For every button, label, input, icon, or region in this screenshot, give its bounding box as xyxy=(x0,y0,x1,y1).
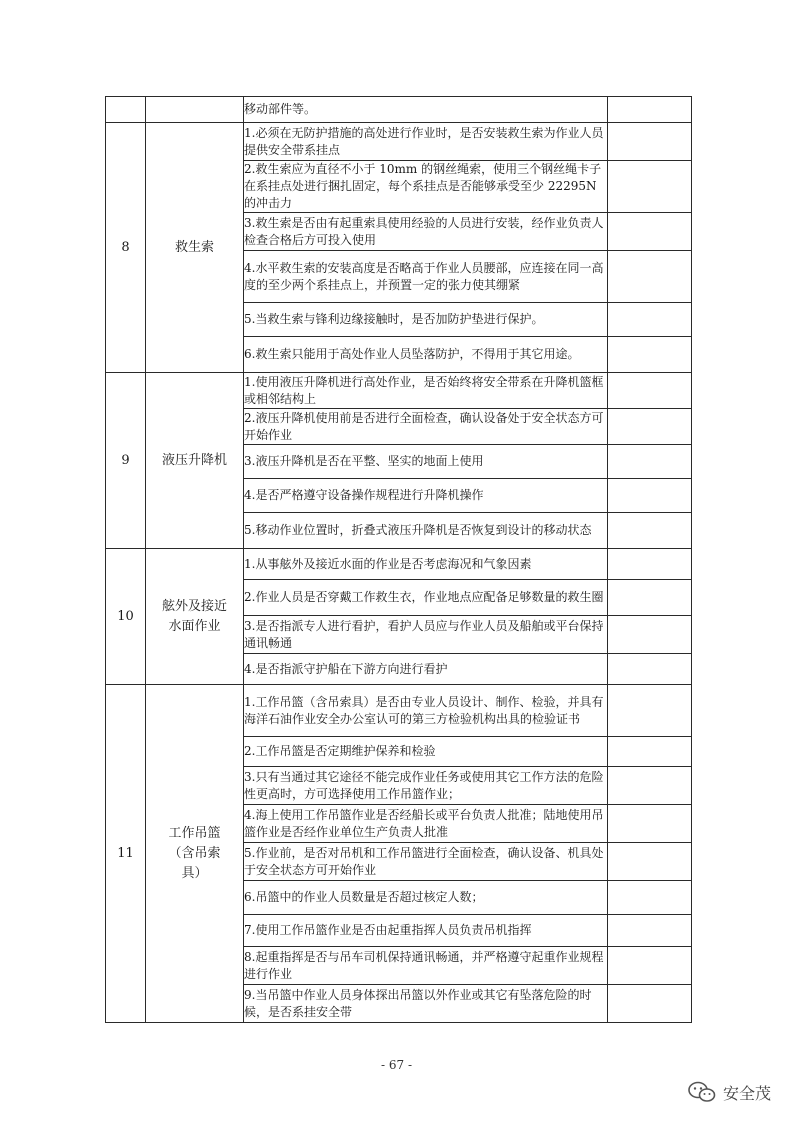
result-cell[interactable] xyxy=(608,409,692,445)
result-cell[interactable] xyxy=(608,767,692,805)
check-item: 4.海上使用工作吊篮作业是否经船长或平台负责人批准；陆地使用吊篮作业是否经作业单位生产负责人批准 xyxy=(244,805,608,843)
row-category-label: 救生索 xyxy=(174,239,214,255)
result-cell[interactable] xyxy=(608,685,692,737)
table-row xyxy=(106,97,692,123)
check-item: 5.当救生索与锋利边缘接触时，是否加防护垫进行保护。 xyxy=(244,303,608,337)
wechat-logo-icon xyxy=(687,1080,717,1104)
check-item: 9.当吊篮中作业人员身体探出吊篮以外作业或其它有坠落危险的时候，是否系挂安全带 xyxy=(244,985,608,1023)
result-cell[interactable] xyxy=(608,549,692,580)
inspection-table-body xyxy=(106,97,692,1023)
inspection-table xyxy=(105,96,692,1023)
row-number xyxy=(106,97,146,123)
row-category xyxy=(146,123,244,373)
row-category-label: 工作吊篮（含吊索具） xyxy=(168,825,221,881)
row-category xyxy=(146,373,244,549)
check-item: 1.必须在无防护措施的高处进行作业时，是否安装救生索为作业人员提供安全带系挂点 xyxy=(244,123,608,161)
result-cell[interactable] xyxy=(608,616,692,654)
watermark xyxy=(687,1080,771,1104)
row-number: 11 xyxy=(106,685,146,1023)
row-category-label: 舷外及接近水面作业 xyxy=(161,598,227,634)
result-cell[interactable] xyxy=(608,337,692,373)
check-item: 2.工作吊篮是否定期维护保养和检验 xyxy=(244,737,608,767)
result-cell[interactable] xyxy=(608,251,692,303)
check-item: 6.救生索只能用于高处作业人员坠落防护，不得用于其它用途。 xyxy=(244,337,608,373)
page-number: - 67 - xyxy=(380,1058,412,1072)
result-cell[interactable] xyxy=(608,947,692,985)
check-item: 移动部件等。 xyxy=(244,97,608,123)
result-cell[interactable] xyxy=(608,580,692,616)
table-row xyxy=(106,549,692,580)
result-cell[interactable] xyxy=(608,479,692,513)
check-item: 1.使用液压升降机进行高处作业，是否始终将安全带系在升降机篮框或相邻结构上 xyxy=(244,373,608,409)
result-cell[interactable] xyxy=(608,737,692,767)
result-cell[interactable] xyxy=(608,373,692,409)
result-cell[interactable] xyxy=(608,513,692,549)
result-cell[interactable] xyxy=(608,985,692,1023)
check-item: 1.工作吊篮（含吊索具）是否由专业人员设计、制作、检验，并具有海洋石油作业安全办公室认可的第三方检验机构出具的检验证书 xyxy=(244,685,608,737)
check-item: 7.使用工作吊篮作业是否由起重指挥人员负责吊机指挥 xyxy=(244,915,608,947)
result-cell[interactable] xyxy=(608,445,692,479)
row-category xyxy=(146,97,244,123)
result-cell[interactable] xyxy=(608,654,692,685)
row-number: 10 xyxy=(106,549,146,685)
row-category xyxy=(146,549,244,685)
result-cell[interactable] xyxy=(608,213,692,251)
check-item: 8.起重指挥是否与吊车司机保持通讯畅通，并严格遵守起重作业规程进行作业 xyxy=(244,947,608,985)
check-item: 3.只有当通过其它途径不能完成作业任务或使用其它工作方法的危险性更高时，方可选择使用工作吊篮作业； xyxy=(244,767,608,805)
check-item: 4.是否指派守护船在下游方向进行看护 xyxy=(244,654,608,685)
result-cell[interactable] xyxy=(608,843,692,881)
result-cell[interactable] xyxy=(608,303,692,337)
check-item: 3.液压升降机是否在平整、坚实的地面上使用 xyxy=(244,445,608,479)
check-item: 2.救生索应为直径不小于 10mm 的钢丝绳索，使用三个钢丝绳卡子在系挂点处进行捆扎固定，每个系挂点是否能够承受至少 22295N 的冲击力 xyxy=(244,161,608,213)
check-item: 1.从事舷外及接近水面的作业是否考虑海况和气象因素 xyxy=(244,549,608,580)
row-category-label: 液压升降机 xyxy=(161,452,227,468)
row-number: 8 xyxy=(106,123,146,373)
table-row xyxy=(106,685,692,737)
check-item: 5.移动作业位置时，折叠式液压升降机是否恢复到设计的移动状态 xyxy=(244,513,608,549)
check-item: 6.吊篮中的作业人员数量是否超过核定人数； xyxy=(244,881,608,915)
row-category xyxy=(146,685,244,1023)
table-row xyxy=(106,123,692,161)
check-item: 4.水平救生索的安装高度是否略高于作业人员腰部，应连接在同一高度的至少两个系挂点上，并预置一定的张力使其绷紧 xyxy=(244,251,608,303)
result-cell[interactable] xyxy=(608,915,692,947)
check-item: 2.液压升降机使用前是否进行全面检查，确认设备处于安全状态方可开始作业 xyxy=(244,409,608,445)
check-item: 3.是否指派专人进行看护，看护人员应与作业人员及船舶或平台保持通讯畅通 xyxy=(244,616,608,654)
table-row xyxy=(106,373,692,409)
result-cell[interactable] xyxy=(608,161,692,213)
result-cell[interactable] xyxy=(608,881,692,915)
row-number: 9 xyxy=(106,373,146,549)
result-cell[interactable] xyxy=(608,97,692,123)
check-item: 3.救生索是否由有起重索具使用经验的人员进行安装，经作业负责人检查合格后方可投入使用 xyxy=(244,213,608,251)
check-item: 2.作业人员是否穿戴工作救生衣，作业地点应配备足够数量的救生圈 xyxy=(244,580,608,616)
check-item: 4.是否严格遵守设备操作规程进行升降机操作 xyxy=(244,479,608,513)
result-cell[interactable] xyxy=(608,805,692,843)
check-item: 5.作业前，是否对吊机和工作吊篮进行全面检查，确认设备、机具处于安全状态方可开始作业 xyxy=(244,843,608,881)
result-cell[interactable] xyxy=(608,123,692,161)
watermark-text: 安全茂 xyxy=(722,1083,771,1103)
